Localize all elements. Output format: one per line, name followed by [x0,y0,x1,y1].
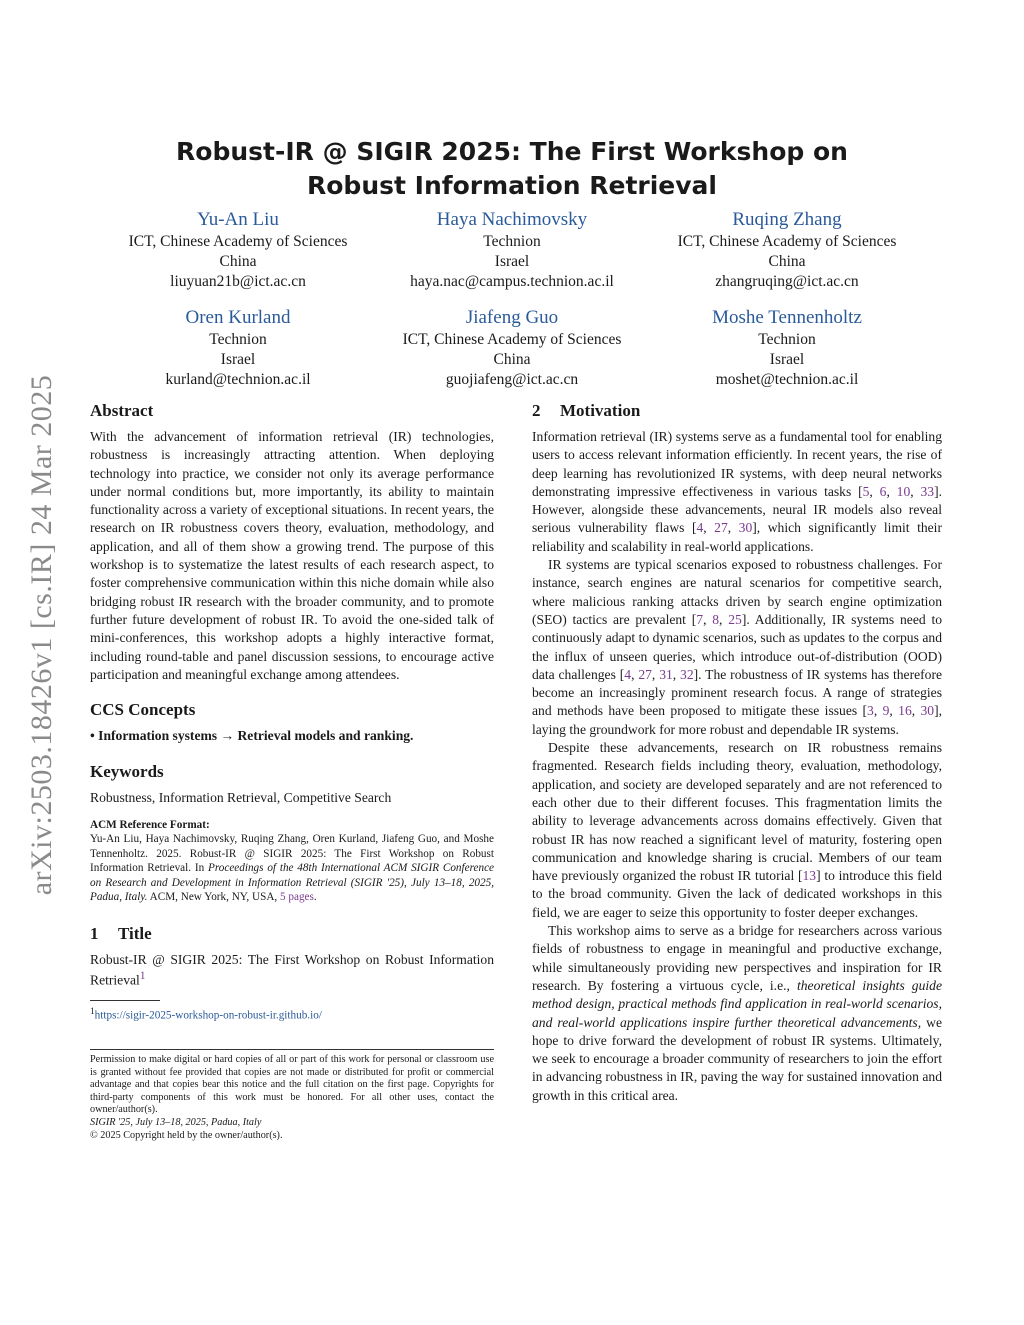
section-1-number: 1 [90,923,99,943]
text-span: IR systems are typical scenarios exposed to robustness challenges. For instance, search engines are natural scenarios for competitive search, where malicious ranking attacks driven by search engine optimization (SEO) tactics are prevalent [ [532,557,942,627]
section-2-number: 2 [532,401,541,420]
section-2-heading [532,400,942,422]
abstract-text: With the advancement of information retrieval (IR) technologies, robustness is increasingly attracting attention. When deploying technology into practice, we consider not only its average performance under normal conditions but, more importantly, its ability to maintain functionality across a variety of exceptional situations. In recent years, the research on IR robustness covers theory, evaluation, methodology, and application, and all of them show a growing trend. The purpose of this workshop is to systematize the latest results of each research aspect, to foster comprehensive communication within this niche domain while also bridging robust IR research with the broader community, and to promote further future development of robust IR. To avoid the one-sided talk of mini-conferences, this workshop adopts a highly interactive format, including round-table and panel discussion sessions, to encourage active participation and meaningful exchange among attendees. [90,429,494,682]
abstract-heading: Abstract [90,401,154,420]
citation[interactable]: 4 [624,666,632,682]
acm-ref-italic: Proceedings of the 48th International ACM SIGIR Conference on Research and Development in Information Retrieval (SIGIR '25), July 13–18, 2025, Padua, Italy. [90,862,495,904]
author-country: Israel [494,253,530,270]
footnote [90,1005,494,1023]
section-1-heading [90,923,494,945]
acm-ref-end: ACM, New York, NY, USA, [147,891,280,904]
text-span: This workshop aims to serve as a bridge for researchers across various fields of robustness to engage in meaningful and productive exchange, while simultaneously providing new perspectives and inspiration for IR research. By fostering a virtuous cycle, i.e., [532,923,942,993]
author-name: Moshe Tennenholtz [712,307,862,328]
text-span: Despite these advancements, research on IR robustness remains fragmented. Research fields including theory, evaluation, methodology, application, and society are developed separately and are not referenced to each other due to their different focuses. This fragmentation limits the ability to leverage advancements across domains effectively. Given that robust IR has now reached a significant level of maturity, fostering open communication and knowledge sharing is crucial. Members of our team have previously organized the robust IR tutorial [ [532,740,942,884]
motivation-paragraph-2: IR systems are typical scenarios exposed to robustness challenges. For instance, search engines are natural scenarios for competitive search, where malicious ranking attacks driven by search engine optimization (SEO) tactics are prevalent [7, 8, 25]. Additionally, IR systems need to continuously adapt to dynamic scenarios, such as updates to the corpus and the influx of unseen queries, which introduce out-of-distribution (OOD) data challenges [4, 27, 31, 32]. The robustness of IR systems has therefore become an increasingly prominent research focus. A range of strategies and methods have been proposed to mitigate these issues [3, 9, 16, 30], laying the groundwork for more robust and dependable IR systems. [532,557,943,737]
acm-ref-period: . [313,891,317,904]
citation[interactable]: 31 [659,666,673,682]
citation[interactable]: 30 [920,703,935,719]
right-column [532,400,942,1105]
acm-ref-text [90,832,494,905]
author-name: Ruqing Zhang [732,209,842,230]
acm-ref-plain: Yu-An Liu, Haya Nachimovsky, Ruqing Zhang, Oren Kurland, Jiafeng Guo, and Moshe Tennenholtz. 2025. Robust-IR @ SIGIR 2025: The First Workshop on Robust Information Retrieval. In [90,833,494,875]
author-name: Oren Kurland [185,307,291,328]
author-affiliation: Technion [209,331,267,348]
title-line-1: Robust-IR @ SIGIR 2025: The First Workshop on [176,137,848,166]
author-country: Israel [220,351,256,368]
text-span: ] to introduce this field to the broad community. Given the lack of dedicated workshops in this field, we are eager to seize this opportunity to foster deeper exchanges. [532,868,942,920]
keywords-text: Robustness, Information Retrieval, Competitive Search [90,790,392,806]
text-span: ], laying the groundwork for more robust and dependable IR systems. [532,703,943,737]
motivation-paragraph-1: Information retrieval (IR) systems serve as a fundamental tool for enabling users to access relevant information efficiently. In recent years, the rise of deep learning has revolutionized IR systems, with deep neural networks demonstrating impressive effectiveness in various tasks [5, 6, 10, 33]. However, alongside these advancements, neural IR models also reveal serious vulnerability flaws [4, 27, 30], which significantly limit their reliability and scalability in real-world applications. [532,429,943,554]
author-block [627,208,947,292]
author-name: Yu-An Liu [197,209,279,230]
author-country: Israel [769,351,805,368]
text-span: ]. The robustness of IR systems has therefore become an increasingly prominent research focus. A range of strategies and methods have been proposed to mitigate these issues [ [532,666,943,719]
ccs-text: • Information systems → Retrieval models and ranking. [90,728,414,744]
author-email: haya.nac@campus.technion.ac.il [410,273,614,290]
motivation-paragraph-4 [532,922,942,1105]
author-affiliation: ICT, Chinese Academy of Sciences [677,233,897,250]
author-affiliation: ICT, Chinese Academy of Sciences [402,331,622,348]
citation[interactable]: 30 [738,520,753,536]
citation[interactable]: 13 [802,868,817,884]
section-2-title: Motivation [560,401,641,420]
acm-ref-pages[interactable]: 5 pages [280,891,314,904]
author-affiliation: Technion [483,233,541,250]
author-block [627,306,947,390]
title-line-2: Robust Information Retrieval [307,171,717,200]
text-span: Information retrieval (IR) systems serve as a fundamental tool for enabling users to access relevant information efficiently. In recent years, the rise of deep learning has revolutionized IR systems, with deep neural networks demonstrating impressive effectiveness in various tasks [ [532,429,942,499]
paper-title [140,135,884,203]
citation[interactable]: 32 [680,666,694,682]
author-country: China [768,253,806,270]
acm-ref-label: ACM Reference Format: [90,818,210,831]
author-affiliation: ICT, Chinese Academy of Sciences [128,233,348,250]
citation[interactable]: 9 [882,703,890,719]
text-span: ], which significantly limit their reliability and scalability in real-world applications. [532,520,942,554]
copyright-line: © 2025 Copyright held by the owner/author(s). [90,1129,283,1141]
permission-notice: Permission to make digital or hard copies of all or part of this work for personal or classroom use is granted without fee provided that copies are not made or distributed for profit or commercial advantage and that copies bear this notice and the full citation on the first page. Copyrights for third-party components of this work must be honored. For all other uses, contact the owner/author(s). [90,1054,494,1116]
section-1-text [90,951,494,990]
author-email: zhangruqing@ict.ac.cn [715,273,859,290]
citation[interactable]: 3 [867,703,874,719]
author-block [78,208,398,292]
citation[interactable]: 27 [638,666,652,682]
left-column [90,400,494,1142]
author-email: moshet@technion.ac.il [715,371,859,388]
citation[interactable]: 27 [714,520,728,536]
author-affiliation: Technion [758,331,816,348]
citation[interactable]: 6 [879,483,887,499]
author-country: China [493,351,531,368]
author-block [78,306,398,390]
citation[interactable]: 8 [712,611,720,627]
footnote-url-link[interactable]: https://sigir-2025-workshop-on-robust-ir.github.io/ [94,1009,322,1022]
arxiv-id-text: arXiv:2503.18426v1 [cs.IR] 24 Mar 2025 [25,374,58,896]
section-1-title: Title [118,923,152,943]
venue-line: SIGIR '25, July 13–18, 2025, Padua, Italy [90,1117,262,1129]
citation[interactable]: 4 [696,520,704,536]
permission-rule [90,1049,494,1050]
author-block [352,208,672,292]
footnote-rule [90,1000,160,1001]
citation[interactable]: 25 [728,611,742,627]
arxiv-sidebar-identifier [12,330,72,940]
citation[interactable]: 10 [896,483,911,499]
text-span: ]. However, alongside these advancements, neural IR models also reveal serious vulnerability flaws [ [532,483,943,536]
ccs-heading: CCS Concepts [90,700,196,720]
text-span: ]. Additionally, IR systems need to continuously adapt to dynamic scenarios, such as updates to the corpus and the influx of unseen queries, which introduce out-of-distribution (OOD) data challenges [ [532,611,943,682]
text-span: we hope to drive forward the development of robust IR systems. Ultimately, we seek to encourage a broader community of researchers to join the effort in advancing robustness in IR, paving the way for sustained innovation and growth in this critical area. [532,1014,943,1103]
section-1-body: Robust-IR @ SIGIR 2025: The First Workshop on Robust Information Retrieval [90,951,494,988]
citation[interactable]: 7 [696,611,704,627]
author-email: guojiafeng@ict.ac.cn [445,371,579,388]
citation[interactable]: 33 [920,483,935,499]
author-country: China [219,253,257,270]
citation[interactable]: 16 [898,703,912,719]
keywords-heading: Keywords [90,762,164,782]
author-email: liuyuan21b@ict.ac.cn [170,273,306,290]
citation[interactable]: 5 [862,483,870,499]
author-name: Jiafeng Guo [465,307,559,328]
italic-span: theoretical insights guide method design, practical methods find application in real-world scenarios, and real-world applications inspire further theoretical advancements, [532,977,942,1030]
footnote-number: 1 [90,1006,95,1017]
motivation-paragraph-3 [532,739,942,922]
author-block [352,306,672,390]
footnote-marker[interactable]: 1 [139,970,146,983]
author-name: Haya Nachimovsky [436,209,588,230]
author-email: kurland@technion.ac.il [165,371,311,388]
